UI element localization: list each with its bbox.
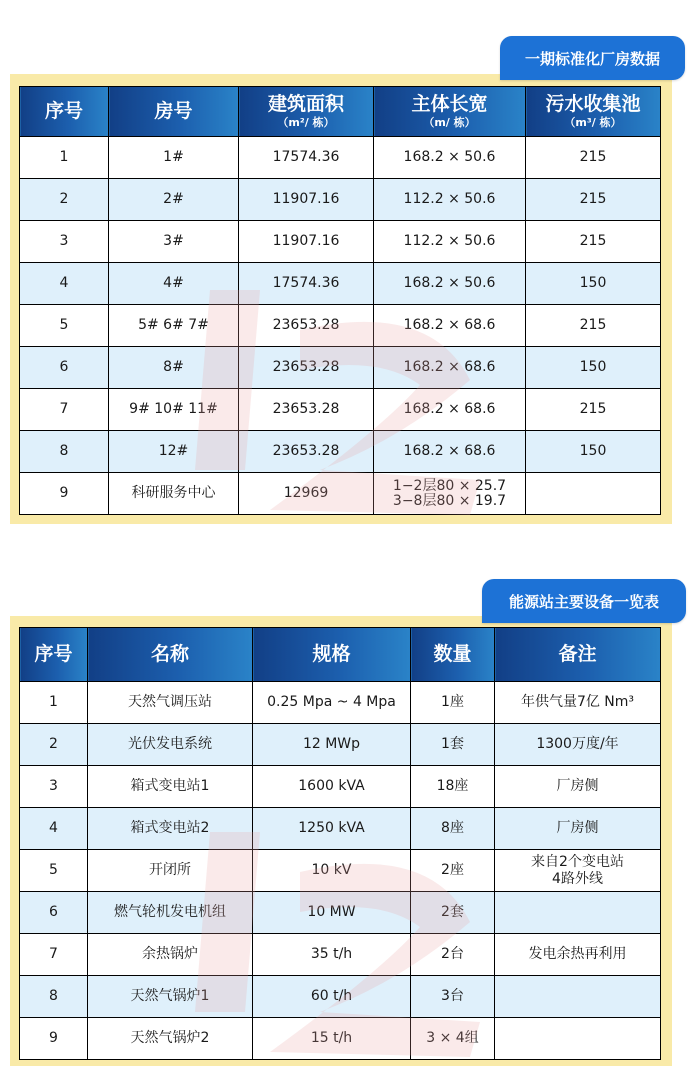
table-cell: 8 — [20, 976, 88, 1018]
table-cell: 15 t/h — [253, 1018, 411, 1060]
table-cell: 18座 — [411, 766, 495, 808]
table-cell: 4# — [109, 263, 239, 305]
table-row — [20, 724, 661, 766]
table-cell: 17574.36 — [239, 263, 374, 305]
table-cell — [495, 976, 661, 1018]
table-row — [20, 892, 661, 934]
column-header-unit: （m³/ 栋） — [564, 116, 622, 130]
table-cell: 10 MW — [253, 892, 411, 934]
table2-title-badge: 能源站主要设备一览表 — [482, 579, 686, 623]
table2-header-row — [20, 628, 661, 682]
table-cell: 12969 — [239, 473, 374, 515]
table-cell: 12 MWp — [253, 724, 411, 766]
table-cell: 168.2 × 68.6 — [374, 305, 526, 347]
table-cell: 箱式变电站2 — [88, 808, 253, 850]
table-cell: 5# 6# 7# — [109, 305, 239, 347]
table-cell: 60 t/h — [253, 976, 411, 1018]
table-cell: 168.2 × 68.6 — [374, 389, 526, 431]
table-row — [20, 766, 661, 808]
table-row — [20, 305, 661, 347]
table-cell: 23653.28 — [239, 431, 374, 473]
table-cell: 12# — [109, 431, 239, 473]
table-cell: 3 × 4组 — [411, 1018, 495, 1060]
table-cell: 5 — [20, 305, 109, 347]
table-row — [20, 934, 661, 976]
table-cell: 8# — [109, 347, 239, 389]
table-row — [20, 682, 661, 724]
table-cell: 1250 kVA — [253, 808, 411, 850]
table-cell-line: 4路外线 — [552, 870, 603, 887]
column-header-label: 房号 — [154, 100, 193, 123]
table-cell — [495, 892, 661, 934]
column-header: 备注 — [495, 628, 661, 682]
table-cell: 4 — [20, 263, 109, 305]
table-cell: 6 — [20, 892, 88, 934]
column-header-label: 主体长宽 — [411, 92, 488, 115]
table-cell: 天然气锅炉1 — [88, 976, 253, 1018]
table-cell: 1300万度/年 — [495, 724, 661, 766]
table-cell: 17574.36 — [239, 137, 374, 179]
table-row — [20, 473, 661, 515]
table-cell: 9 — [20, 473, 109, 515]
table-cell: 168.2 × 68.6 — [374, 431, 526, 473]
table-cell: 光伏发电系统 — [88, 724, 253, 766]
table1-header-row — [20, 87, 661, 137]
table-cell — [495, 850, 661, 892]
table1-title-badge: 一期标准化厂房数据 — [500, 36, 685, 80]
table-cell: 2台 — [411, 934, 495, 976]
table-cell: 1 — [20, 682, 88, 724]
table-cell-line: 1−2层80 × 25.7 — [392, 477, 507, 494]
table-cell: 215 — [526, 221, 661, 263]
column-header — [526, 87, 661, 137]
table-cell: 5 — [20, 850, 88, 892]
factory-data-table — [19, 86, 661, 515]
table-cell: 2 — [20, 179, 109, 221]
table-row — [20, 431, 661, 473]
table-cell: 2座 — [411, 850, 495, 892]
table-cell: 1座 — [411, 682, 495, 724]
table-cell: 9 — [20, 1018, 88, 1060]
table-cell: 箱式变电站1 — [88, 766, 253, 808]
table-cell: 天然气调压站 — [88, 682, 253, 724]
table-cell: 112.2 × 50.6 — [374, 221, 526, 263]
table-cell: 2套 — [411, 892, 495, 934]
table-cell: 3 — [20, 221, 109, 263]
column-header: 数量 — [411, 628, 495, 682]
column-header — [239, 87, 374, 137]
table-cell: 8座 — [411, 808, 495, 850]
table-row — [20, 137, 661, 179]
table-row — [20, 1018, 661, 1060]
column-header — [20, 87, 109, 137]
table-cell — [526, 473, 661, 515]
table-cell: 4 — [20, 808, 88, 850]
table-row — [20, 389, 661, 431]
table-cell: 2# — [109, 179, 239, 221]
table-cell: 厂房侧 — [495, 808, 661, 850]
column-header-unit: （m²/ 栋） — [277, 116, 335, 130]
table-cell: 10 kV — [253, 850, 411, 892]
table-cell: 150 — [526, 347, 661, 389]
table-cell: 1600 kVA — [253, 766, 411, 808]
table-cell — [374, 473, 526, 515]
table-cell: 215 — [526, 137, 661, 179]
column-header: 名称 — [88, 628, 253, 682]
table-cell: 7 — [20, 389, 109, 431]
table-row — [20, 221, 661, 263]
column-header-label: 序号 — [44, 100, 83, 123]
column-header: 规格 — [253, 628, 411, 682]
column-header — [109, 87, 239, 137]
table-cell: 厂房侧 — [495, 766, 661, 808]
table-cell — [495, 1018, 661, 1060]
table-cell: 168.2 × 50.6 — [374, 263, 526, 305]
table-cell: 23653.28 — [239, 347, 374, 389]
table-cell-line: 3−8层80 × 19.7 — [392, 492, 507, 509]
table-cell: 1# — [109, 137, 239, 179]
table-cell: 燃气轮机发电机组 — [88, 892, 253, 934]
table-row — [20, 976, 661, 1018]
table-cell: 3台 — [411, 976, 495, 1018]
table-row — [20, 347, 661, 389]
table-cell: 23653.28 — [239, 389, 374, 431]
table-cell: 215 — [526, 305, 661, 347]
table-cell: 168.2 × 50.6 — [374, 137, 526, 179]
table-cell: 3 — [20, 766, 88, 808]
table-cell: 23653.28 — [239, 305, 374, 347]
table-cell: 11907.16 — [239, 179, 374, 221]
table-row — [20, 179, 661, 221]
table-row — [20, 850, 661, 892]
column-header: 序号 — [20, 628, 88, 682]
table-cell: 150 — [526, 263, 661, 305]
equipment-table — [19, 627, 661, 1060]
table-cell: 215 — [526, 179, 661, 221]
table-cell: 科研服务中心 — [109, 473, 239, 515]
table-row — [20, 263, 661, 305]
table-cell: 8 — [20, 431, 109, 473]
table-cell: 35 t/h — [253, 934, 411, 976]
table-cell: 发电余热再利用 — [495, 934, 661, 976]
table-cell: 112.2 × 50.6 — [374, 179, 526, 221]
table-cell: 余热锅炉 — [88, 934, 253, 976]
table-cell: 0.25 Mpa ~ 4 Mpa — [253, 682, 411, 724]
table-cell: 2 — [20, 724, 88, 766]
table-cell: 7 — [20, 934, 88, 976]
table-cell: 开闭所 — [88, 850, 253, 892]
table-cell: 11907.16 — [239, 221, 374, 263]
column-header — [374, 87, 526, 137]
table-cell-line: 来自2个变电站 — [531, 854, 624, 871]
table-cell: 1 — [20, 137, 109, 179]
table-cell: 168.2 × 68.6 — [374, 347, 526, 389]
column-header-unit: （m/ 栋） — [423, 116, 476, 130]
column-header-label: 建筑面积 — [267, 92, 344, 115]
table-cell: 1套 — [411, 724, 495, 766]
table-cell: 3# — [109, 221, 239, 263]
table-cell: 215 — [526, 389, 661, 431]
table-cell: 天然气锅炉2 — [88, 1018, 253, 1060]
table-cell: 150 — [526, 431, 661, 473]
table-row — [20, 808, 661, 850]
table-cell: 9# 10# 11# — [109, 389, 239, 431]
table-cell: 6 — [20, 347, 109, 389]
table-cell: 年供气量7亿 Nm³ — [495, 682, 661, 724]
column-header-label: 污水收集池 — [545, 92, 641, 115]
